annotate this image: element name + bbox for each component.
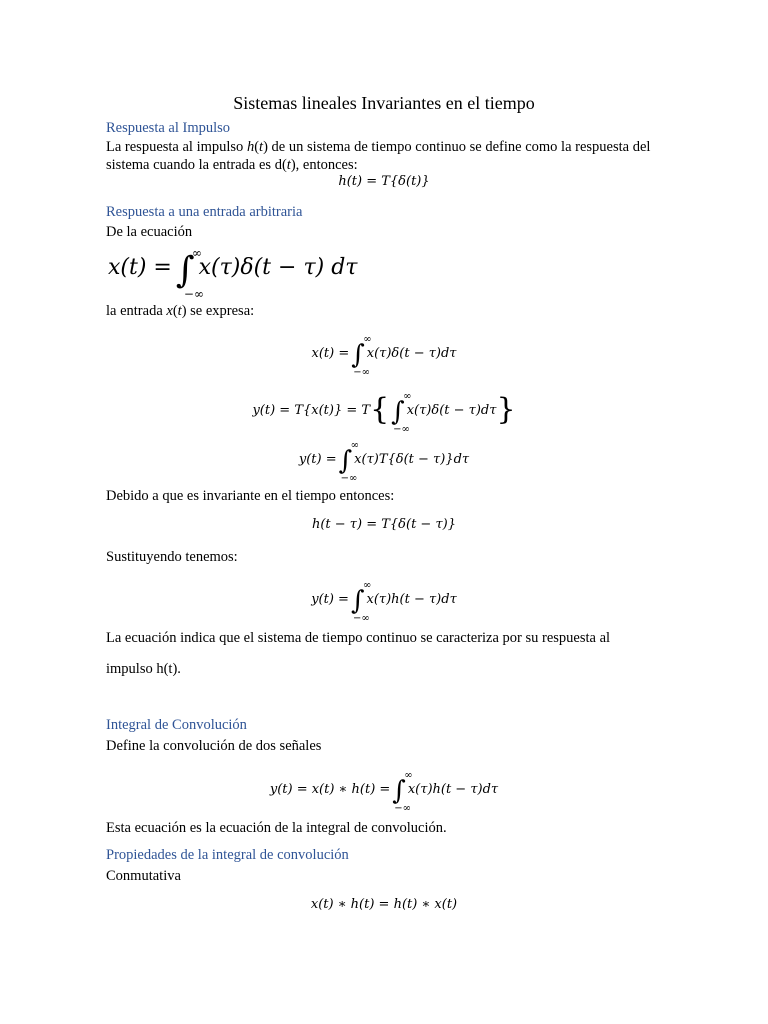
equation-sifting-large: x(t) = ∫ ∞ −∞ x(τ)δ(t − τ) dτ [108,246,358,301]
document-title: Sistemas lineales Invariantes en el tiempo [233,93,535,113]
heading-entrada-arbitraria: Respuesta a una entrada arbitraria [106,204,303,220]
heading-integral-convolucion: Integral de Convolución [106,717,247,733]
heading-propiedades: Propiedades de la integral de convolución [106,847,349,863]
paragraph-sustituyendo: Sustituyendo tenemos: [106,549,238,565]
equation-shifted-impulse: h(t − τ) = T{δ(t − τ)} [311,517,456,532]
paragraph-convolution-note: Esta ecuación es la ecuación de la integral de convolución. [106,820,447,836]
equation-impulse-response: h(t) = T{δ(t)} [338,174,430,189]
equation-y-convolution: y(t) =∫ ∞ −∞ x(τ)h(t − τ)dτ [311,580,457,624]
paragraph-impulso-definition: La respuesta al impulso h(t) de un sistema de tiempo continuo se define como la respuesta del sistema cuando la entrada es d(t), entonces: [106,139,651,173]
equation-x-sifting: x(t) =∫ ∞ −∞ x(τ)δ(t − τ)dτ [311,334,457,378]
paragraph-invariante: Debido a que es invariante en el tiempo entonces: [106,488,395,504]
equation-y-transform: y(t) = T{x(t)} = T{∫ ∞ −∞ x(τ)δ(t − τ)dτ} [252,391,516,435]
paragraph-define-convolucion: Define la convolución de dos señales [106,738,322,754]
heading-respuesta-impulso: Respuesta al Impulso [106,120,231,136]
paragraph-entrada-expresa: la entrada x(t) se expresa: [106,303,255,319]
paragraph-conclusion-line1: La ecuación indica que el sistema de tiempo continuo se caracteriza por su respuesta al [106,630,611,646]
paragraph-de-la-ecuacion: De la ecuación [106,224,193,240]
equation-commutative: x(t) ∗ h(t) = h(t) ∗ x(t) [310,897,458,912]
paragraph-conclusion-line2: impulso h(t). [106,661,181,677]
paragraph-conmutativa: Conmutativa [106,868,181,884]
equation-convolution-integral: y(t) = x(t) ∗ h(t) =∫ ∞ −∞ x(τ)h(t − τ)dτ [269,770,499,814]
integral-sign: ∫ ∞ −∞ [175,246,204,301]
equation-y-linearity: y(t) =∫ ∞ −∞ x(τ)T{δ(t − τ)}dτ [298,440,470,484]
